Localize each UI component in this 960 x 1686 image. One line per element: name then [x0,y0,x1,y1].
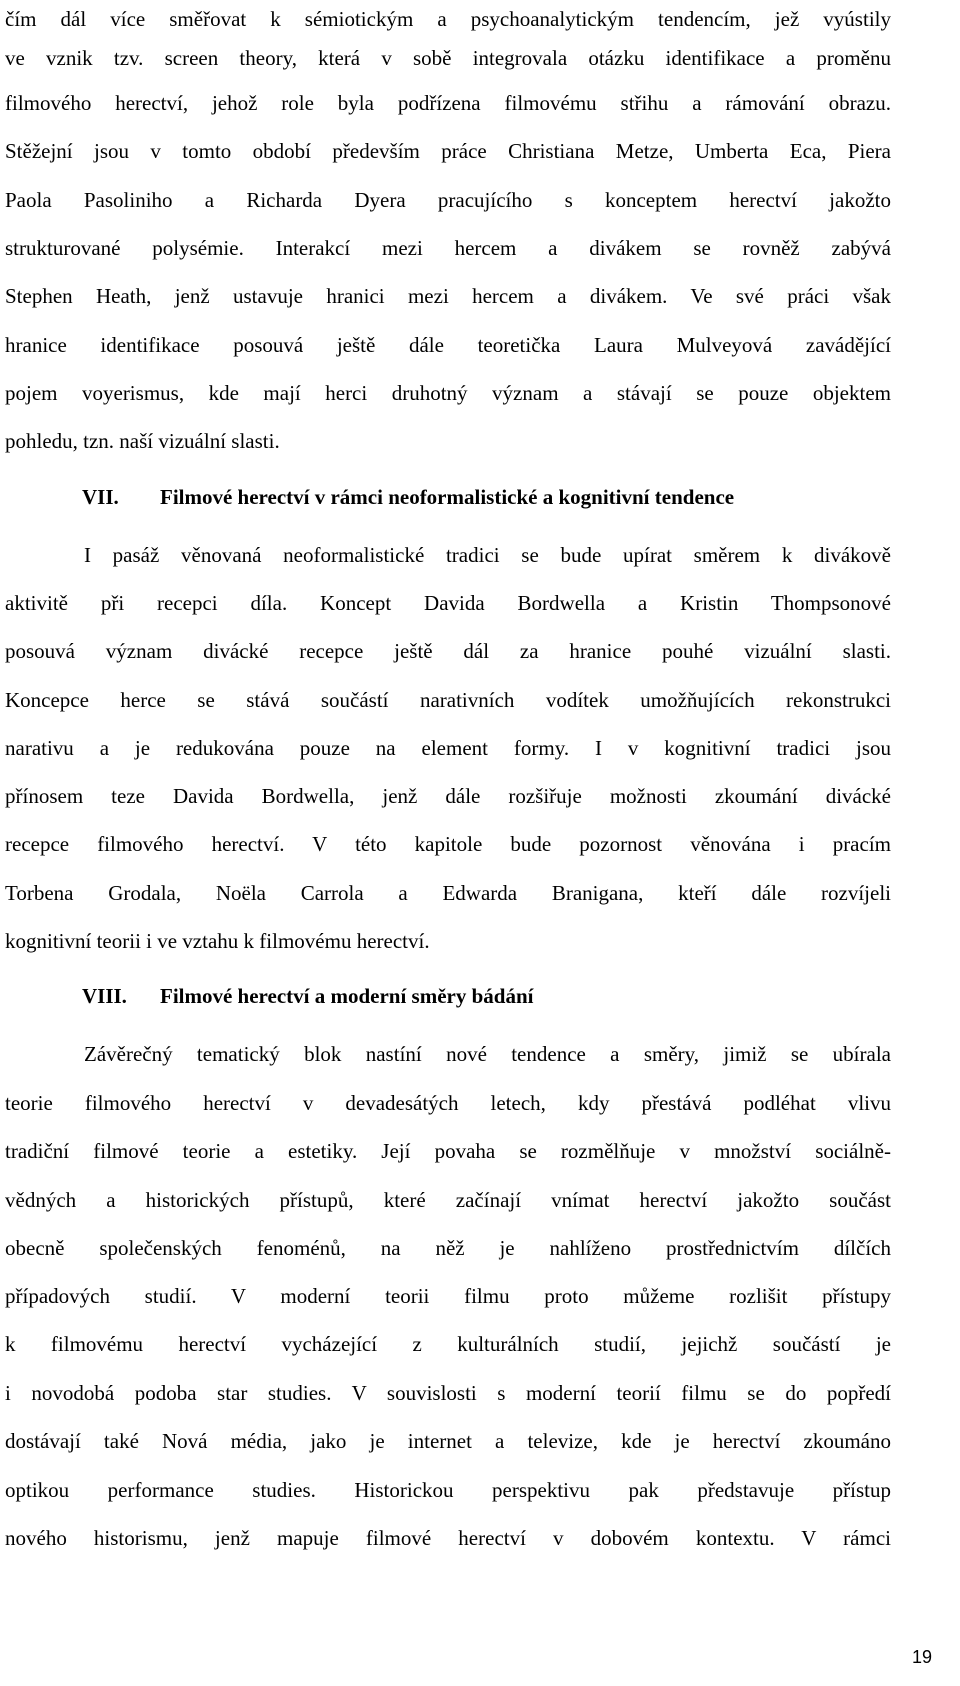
paragraph-line: aktivitě při recepci díla. Koncept Davida Bordwella a Kristin Thompsonové [5,591,891,615]
paragraph-line: i novodobá podoba star studies. V souvislosti s moderní teorií filmu se do popředí [5,1381,891,1405]
paragraph-line: pohledu, tzn. naší vizuální slasti. [5,429,280,453]
paragraph-line: Paola Pasoliniho a Richarda Dyera pracujícího s konceptem herectví jakožto [5,188,891,212]
page-number: 19 [911,1647,932,1667]
paragraph-line: narativu a je redukována pouze na element formy. I v kognitivní tradici jsou [5,736,891,760]
section-number: VII. [82,485,119,509]
paragraph-line: nového historismu, jenž mapuje filmové herectví v dobovém kontextu. V rámci [5,1526,891,1550]
paragraph-line: případových studií. V moderní teorii filmu proto můžeme rozlišit přístupy [5,1284,891,1308]
paragraph-line: čím dál více směřovat k sémiotickým a psychoanalytickým tendencím, jež vyústily [5,7,891,31]
paragraph-line: strukturované polysémie. Interakcí mezi hercem a divákem se rovněž zabývá [5,236,891,260]
paragraph-line: Závěrečný tematický blok nastíní nové tendence a směry, jimiž se ubírala [84,1042,891,1066]
paragraph-line: recepce filmového herectví. V této kapitole bude pozornost věnována i pracím [5,832,891,856]
paragraph-line: hranice identifikace posouvá ještě dále teoretička Laura Mulveyová zavádějící [5,333,891,357]
paragraph-line: teorie filmového herectví v devadesátých letech, kdy přestává podléhat vlivu [5,1091,891,1115]
paragraph-line: vědných a historických přístupů, které začínají vnímat herectví jakožto součást [5,1188,891,1212]
paragraph-line: Stephen Heath, jenž ustavuje hranici mezi hercem a divákem. Ve své práci však [5,284,891,308]
paragraph-line: pojem voyerismus, kde mají herci druhotný význam a stávají se pouze objektem [5,381,891,405]
paragraph-line: obecně společenských fenoménů, na něž je nahlíženo prostřednictvím dílčích [5,1236,891,1260]
paragraph-line: I pasáž věnovaná neoformalistické tradici se bude upírat směrem k divákově [84,543,891,567]
paragraph-line: přínosem teze Davida Bordwella, jenž dále rozšiřuje možnosti zkoumání divácké [5,784,891,808]
section-title: Filmové herectví a moderní směry bádání [160,984,534,1008]
section-heading-vii [82,477,734,517]
section-number: VIII. [82,984,127,1008]
paragraph-line: tradiční filmové teorie a estetiky. Její povaha se rozmělňuje v množství sociálně- [5,1139,891,1163]
paragraph-line: Torbena Grodala, Noëla Carrola a Edwarda Branigana, kteří dále rozvíjeli [5,881,891,905]
paragraph-line: ve vznik tzv. screen theory, která v sobě integrovala otázku identifikace a proměnu [5,46,891,70]
paragraph-line: Koncepce herce se stává součástí narativních vodítek umožňujících rekonstrukci [5,688,891,712]
paragraph-line: kognitivní teorii i ve vztahu k filmovému herectví. [5,929,430,953]
paragraph-line: posouvá význam divácké recepce ještě dál za hranice pouhé vizuální slasti. [5,639,891,663]
paragraph-line: Stěžejní jsou v tomto období především práce Christiana Metze, Umberta Eca, Piera [5,139,891,163]
section-title: Filmové herectví v rámci neoformalistické a kognitivní tendence [160,485,735,509]
paragraph-line: optikou performance studies. Historickou perspektivu pak představuje přístup [5,1478,891,1502]
paragraph-line: filmového herectví, jehož role byla podřízena filmovému střihu a rámování obrazu. [5,91,891,115]
section-heading-viii [82,976,533,1016]
paragraph-line: dostávají také Nová média, jako je internet a televize, kde je herectví zkoumáno [5,1429,891,1453]
paragraph-line: k filmovému herectví vycházející z kulturálních studií, jejichž součástí je [5,1332,891,1356]
